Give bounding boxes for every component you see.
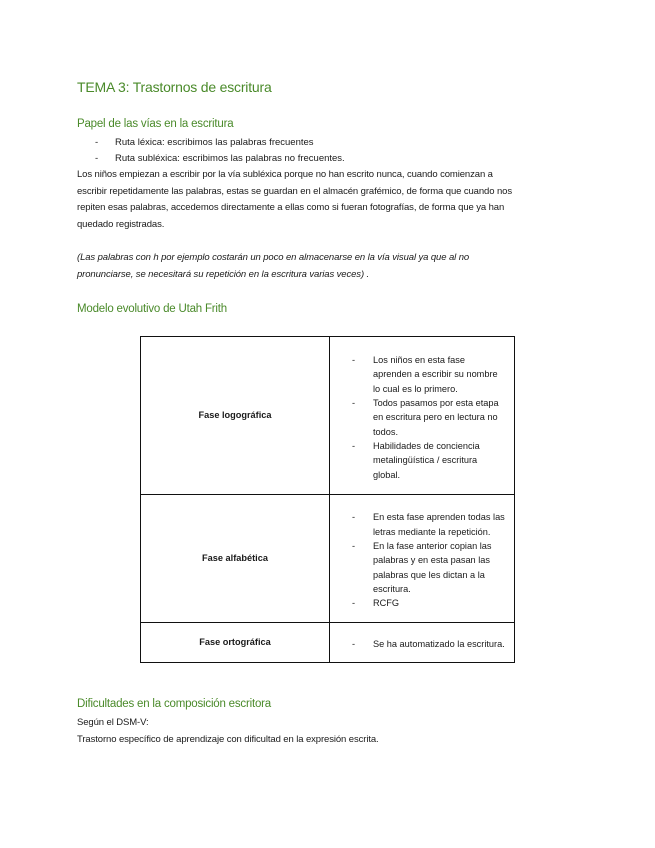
paragraph-line: quedado registradas. bbox=[77, 218, 165, 230]
routes-list bbox=[95, 135, 345, 167]
paragraph-line: repiten esas palabras, accedemos directamente a ellas como si fueran fotografías, de forma que ya han bbox=[77, 202, 505, 213]
section-heading-dificultades: Dificultades en la composición escritora bbox=[77, 698, 271, 710]
table-row bbox=[141, 337, 515, 495]
paragraph-vias bbox=[77, 167, 512, 233]
description-cell bbox=[330, 337, 515, 495]
note-line: pronunciarse, se necesitará su repetición en la escritura varias veces) . bbox=[77, 268, 370, 280]
paragraph-line: Los niños empiezan a escribir por la vía subléxica porque no han escrito nunca, cuando comienzan a bbox=[77, 169, 493, 180]
note-paragraph bbox=[77, 250, 469, 283]
phase-cell: Fase ortográfica bbox=[141, 623, 330, 663]
list-item: - Todos pasamos por esta etapa en escritura pero en lectura no todos. bbox=[352, 396, 506, 439]
list-item: - Los niños en esta fase aprenden a escribir su nombre lo cual es lo primero. bbox=[352, 353, 506, 396]
section-heading-frith: Modelo evolutivo de Utah Frith bbox=[77, 303, 227, 315]
list-item: - Habilidades de conciencia metalingüística / escritura global. bbox=[352, 439, 506, 482]
list-item: - En la fase anterior copian las palabras y en esta pasan las palabras que les dictan a la escritura. bbox=[352, 539, 506, 596]
phase-cell: Fase logográfica bbox=[141, 337, 330, 495]
dsm-line: Trastorno específico de aprendizaje con dificultad en la expresión escrita. bbox=[77, 733, 379, 745]
list-item: - Ruta subléxica: escribimos las palabras no frecuentes. bbox=[95, 151, 345, 167]
description-cell bbox=[330, 623, 515, 663]
list-item: - En esta fase aprenden todas las letras mediante la repetición. bbox=[352, 510, 506, 539]
dsm-line: Según el DSM-V: bbox=[77, 717, 149, 728]
dsm-paragraph bbox=[77, 715, 379, 748]
paragraph-line: escribir repetidamente las palabras, estas se guardan en el almacén grafémico, de forma que cuando nos bbox=[77, 185, 512, 197]
phase-cell: Fase alfabética bbox=[141, 495, 330, 623]
description-cell bbox=[330, 495, 515, 623]
table-row bbox=[141, 495, 515, 623]
list-item: - Se ha automatizado la escritura. bbox=[352, 637, 506, 651]
section-heading-vias: Papel de las vías en la escritura bbox=[77, 118, 234, 130]
frith-model-table bbox=[140, 336, 515, 663]
list-item: - RCFG bbox=[352, 596, 506, 610]
note-line: (Las palabras con h por ejemplo costarán un poco en almacenarse en la vía visual ya que al no bbox=[77, 252, 470, 263]
list-item: - Ruta léxica: escribimos las palabras frecuentes bbox=[95, 135, 345, 151]
page-title: TEMA 3: Trastornos de escritura bbox=[77, 79, 272, 95]
table-row bbox=[141, 623, 515, 663]
